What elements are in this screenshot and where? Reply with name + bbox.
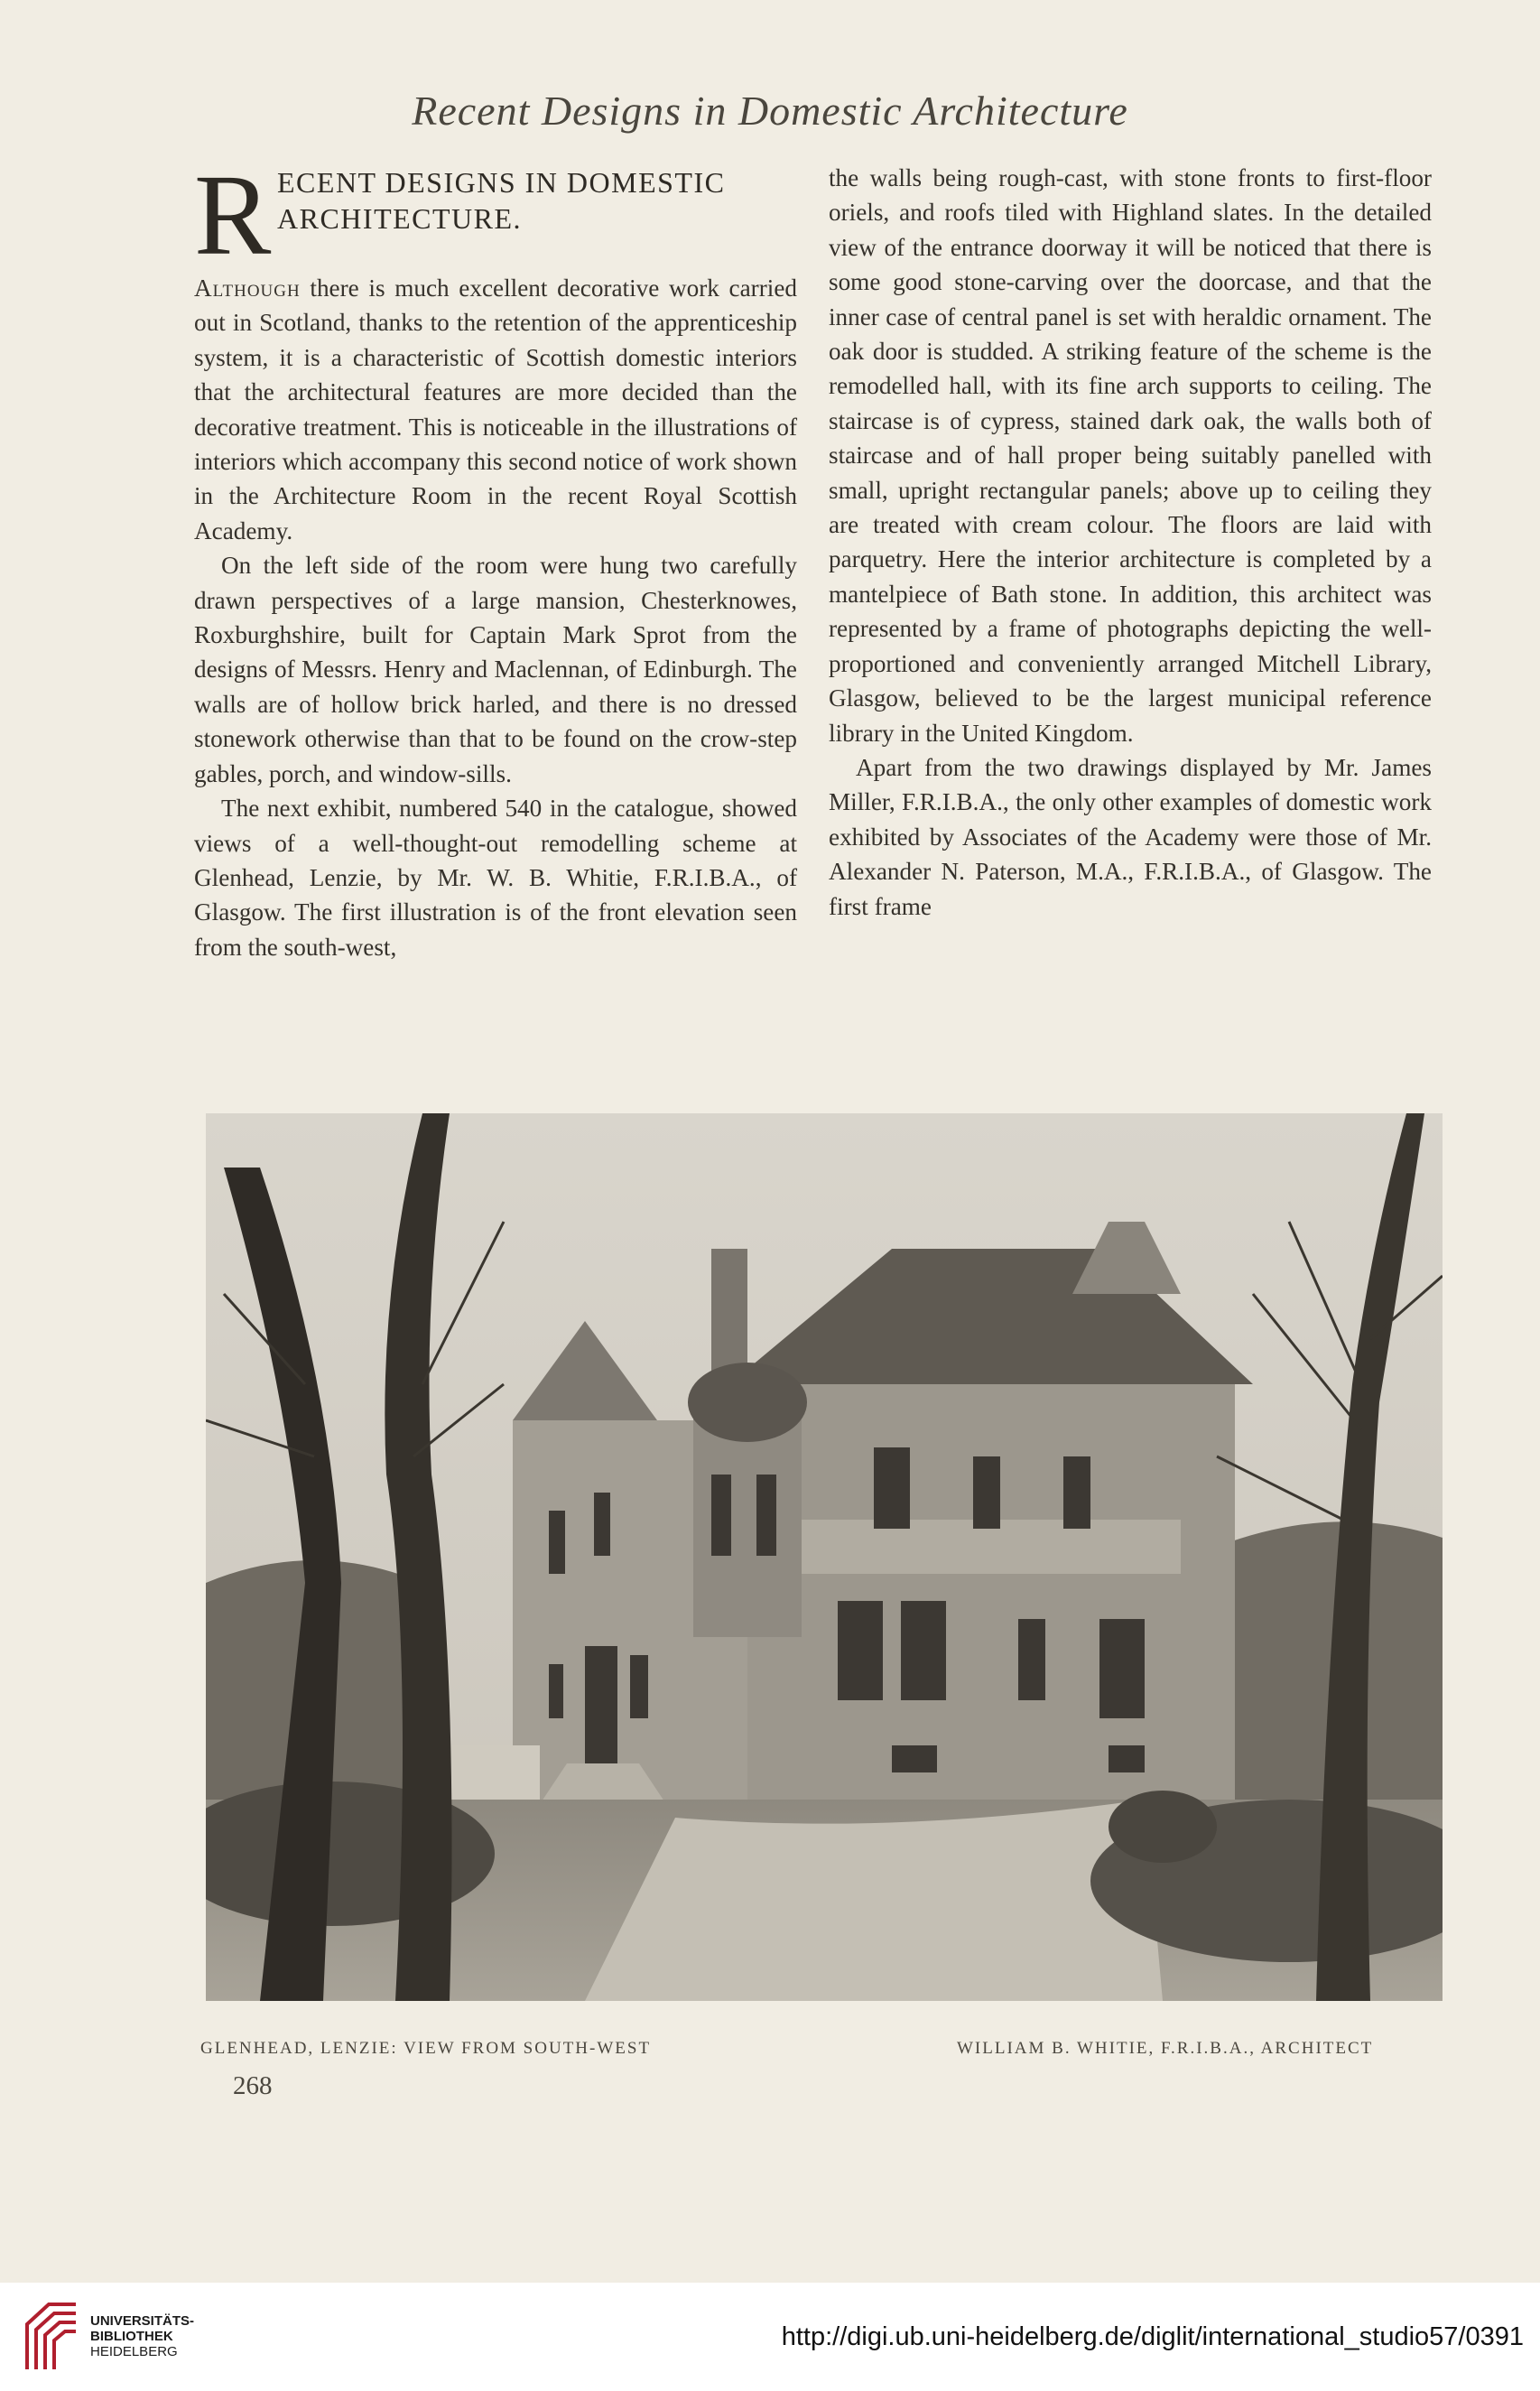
library-name xyxy=(90,2313,194,2359)
lead-word: Although xyxy=(194,274,301,302)
paragraph-1-text: there is much excellent decorative work carried out in Scotland, thanks to the retention of the apprenticeship system, it is a characteristic of Scottish domestic interiors that the architectural features are more decided than the decorative treatment. This is noticeable in the illustrations of interiors which accompany this second notice of work shown in the Architecture Room in the recent Royal Scottish Academy. xyxy=(194,274,797,544)
article-title xyxy=(194,151,797,279)
left-column xyxy=(194,151,797,964)
library-name-line-1: UNIVERSITÄTS- xyxy=(90,2313,195,2329)
house-illustration xyxy=(206,1113,1443,2001)
source-url[interactable]: http://digi.ub.uni-heidelberg.de/diglit/international_studio57/0391 xyxy=(781,2322,1524,2351)
drop-cap: R xyxy=(194,151,272,279)
library-name-line-2: BIBLIOTHEK xyxy=(90,2329,173,2344)
paragraph-5: Apart from the two drawings displayed by Mr. James Miller, F.R.I.B.A., the only other examples of domestic work exhibited by Associates of the Academy were those of Mr. Alexander N. Paterson, M.A., F.R.I.B.A., of Glasgow. The first frame xyxy=(829,753,1432,920)
page-number: 268 xyxy=(233,2071,273,2100)
university-library-logo-icon xyxy=(20,2297,83,2375)
running-head: Recent Designs in Domestic Architecture xyxy=(412,88,1128,134)
paragraph-1 xyxy=(194,271,797,548)
caption-right: WILLIAM B. WHITIE, F.R.I.B.A., ARCHITECT xyxy=(957,2039,1374,2058)
caption-left: GLENHEAD, LENZIE: VIEW FROM SOUTH-WEST xyxy=(200,2039,652,2058)
title-line-2: ARCHITECTURE. xyxy=(277,202,523,235)
title-line-1: ECENT DESIGNS IN DOMESTIC xyxy=(277,166,726,199)
paragraph-2: On the left side of the room were hung two carefully drawn perspectives of a large mansion, Chesterknowes, Roxburghshire, built for Captain Mark Sprot from the designs of Messrs. Henry and Maclennan, of Edinburgh. The walls are of hollow brick harled, and there is no dressed stonework otherwise than that to be found on the crow-step gables, porch, and window-sills. xyxy=(194,552,797,787)
library-name-line-3: HEIDELBERG xyxy=(90,2344,178,2359)
paragraph-3: The next exhibit, numbered 540 in the catalogue, showed views of a well-thought-out remodelling scheme at Glenhead, Lenzie, by Mr. W. B. Whitie, F.R.I.B.A., of Glasgow. The first illustration is of the front elevation seen from the south-west, xyxy=(194,795,797,961)
house-photograph xyxy=(206,1113,1443,2001)
paragraph-4: the walls being rough-cast, with stone fronts to first-floor oriels, and roofs tiled with Highland slates. In the detailed view of the entrance doorway it will be noticed that there is some good stone-carving over the doorcase, and that the inner case of central panel is set with heraldic ornament. The oak door is studded. A striking feature of the scheme is the remodelled hall, with its fine arch supports to ceiling. The staircase is of cypress, stained dark oak, the walls both of staircase and of hall proper being suitably panelled with small, upright rectangular panels; above up to ceiling they are treated with cream colour. The floors are laid with parquetry. Here the interior architecture is completed by a mantelpiece of Bath stone. In addition, this architect was represented by a frame of photographs depicting the well-proportioned and conveniently arranged Mitchell Library, Glasgow, believed to be the largest municipal reference library in the United Kingdom. xyxy=(829,164,1432,747)
right-column xyxy=(829,161,1432,924)
